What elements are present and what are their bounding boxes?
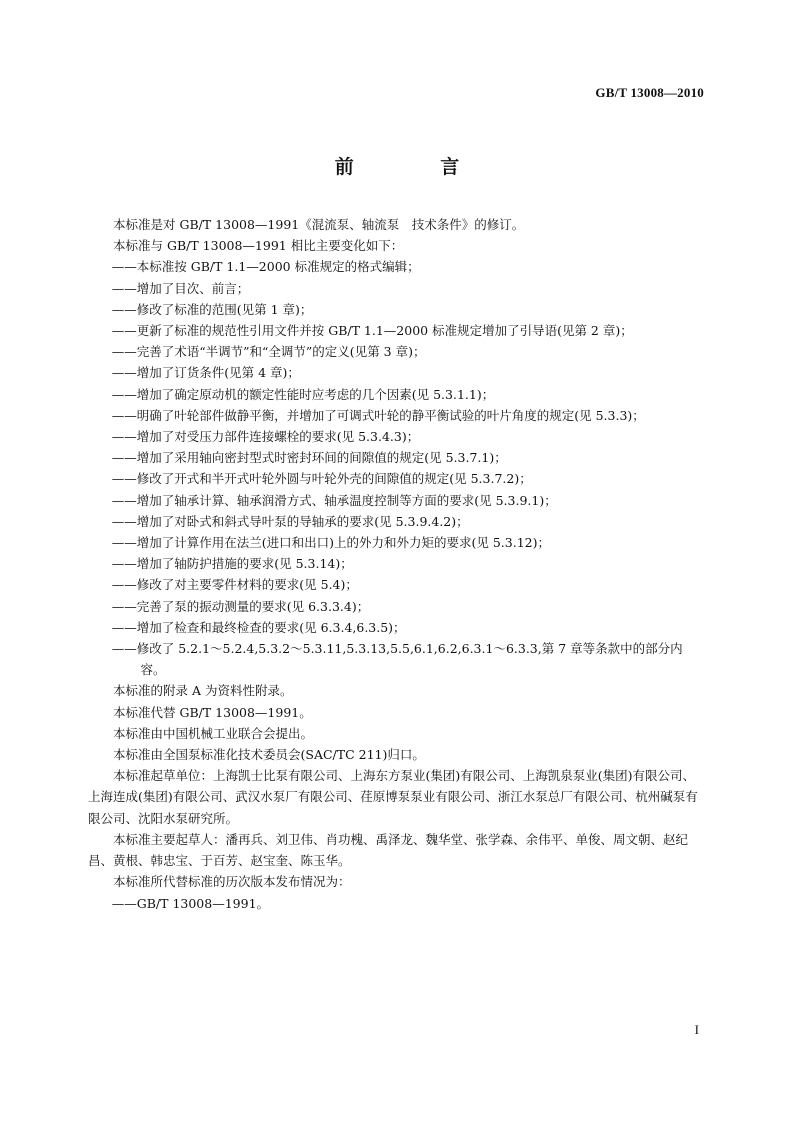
drafters-paragraph: 本标准主要起草人：潘再兵、刘卫伟、肖功槐、禹泽龙、魏华堂、张学森、余伟平、单俊、周文朝、赵纪昌、黄根、韩忠宝、于百芳、赵宝奎、陈玉华。 (88, 831, 689, 869)
closing-paragraph: 本标准由全国泵标准化技术委员会(SAC/TC 211)归口。 (113, 747, 425, 763)
foreword-body (88, 214, 706, 914)
change-item: ——增加了检查和最终检查的要求(见 6.3.4,6.3.5)； (111, 619, 406, 635)
change-item: ——明确了叶轮部件做静平衡，并增加了可调式叶轮的静平衡试验的叶片角度的规定(见 5.3.3)； (111, 407, 645, 423)
change-item: ——增加了计算作用在法兰(进口和出口)上的外力和外力矩的要求(见 5.3.12)； (111, 535, 550, 551)
change-item: ——增加了轴承计算、轴承润滑方式、轴承温度控制等方面的要求(见 5.3.9.1)； (111, 492, 557, 508)
change-item: ——本标准按 GB/T 1.1—2000 标准规定的格式编辑； (111, 259, 420, 275)
change-item: ——增加了目次、前言； (111, 280, 250, 296)
change-item: ——增加了对卧式和斜式导叶泵的导轴承的要求(见 5.3.9.4.2)； (111, 513, 469, 529)
closing-paragraph: 本标准代替 GB/T 13008—1991。 (113, 704, 312, 720)
change-item: ——增加了订货条件(见第 4 章)； (111, 365, 300, 381)
change-item: ——增加了确定原动机的额定性能时应考虑的几个因素(见 5.3.1.1)； (111, 386, 495, 402)
change-item: ——完善了泵的振动测量的要求(见 6.3.3.4)； (111, 598, 370, 614)
change-item: ——增加了对受压力部件连接螺栓的要求(见 5.3.4.3)； (111, 429, 420, 445)
closing-paragraph: 本标准的附录 A 为资料性附录。 (113, 683, 293, 699)
change-item: ——修改了 5.2.1～5.2.4,5.3.2～5.3.11,5.3.13,5.5,6.1,6.2,6.3.1～6.3.3,第 7 章等条款中的部分内容。 (111, 641, 683, 678)
change-item: ——完善了术语“半调节”和“全调节”的定义(见第 3 章)； (111, 344, 426, 360)
change-item: ——增加了轴防护措施的要求(见 5.3.14)； (111, 556, 353, 572)
change-item: ——增加了采用轴向密封型式时密封环间的间隙值的规定(见 5.3.7.1)； (111, 450, 507, 466)
change-item: ——更新了标准的规范性引用文件并按 GB/T 1.1—2000 标准规定增加了引导语(见第 2 章)； (111, 323, 633, 339)
drafting-units-paragraph: 本标准起草单位：上海凯士比泵有限公司、上海东方泵业(集团)有限公司、上海凯泉泵业(集团)有限公司、上海连成(集团)有限公司、武汉水泵厂有限公司、荏原博泵泵业有限公司、浙江水泵总厂有限公司、杭州碱泵有限公司、沈阳水泵研究所。 (88, 768, 698, 826)
closing-paragraph: 本标准所代替标准的历次版本发布情况为： (113, 874, 351, 890)
page-title: 前 言 (334, 156, 500, 178)
intro-paragraph: 本标准是对 GB/T 13008—1991《混流泵、轴流泵 技术条件》的修订。 (113, 217, 525, 232)
change-item: ——修改了对主要零件材料的要求(见 5.4)； (111, 577, 358, 593)
history-item: ——GB/T 13008—1991。 (111, 895, 270, 911)
change-item: ——修改了标准的范围(见第 1 章)； (111, 301, 313, 317)
closing-paragraph: 本标准由中国机械工业联合会提出。 (113, 725, 314, 741)
intro-paragraph: 本标准与 GB/T 13008—1991 相比主要变化如下： (113, 238, 404, 254)
change-item: ——修改了开式和半开式叶轮外圆与叶轮外壳的间隙值的规定(见 5.3.7.2)； (111, 471, 532, 487)
standard-code: GB/T 13008—2010 (595, 85, 704, 100)
page-number: I (694, 1022, 699, 1037)
